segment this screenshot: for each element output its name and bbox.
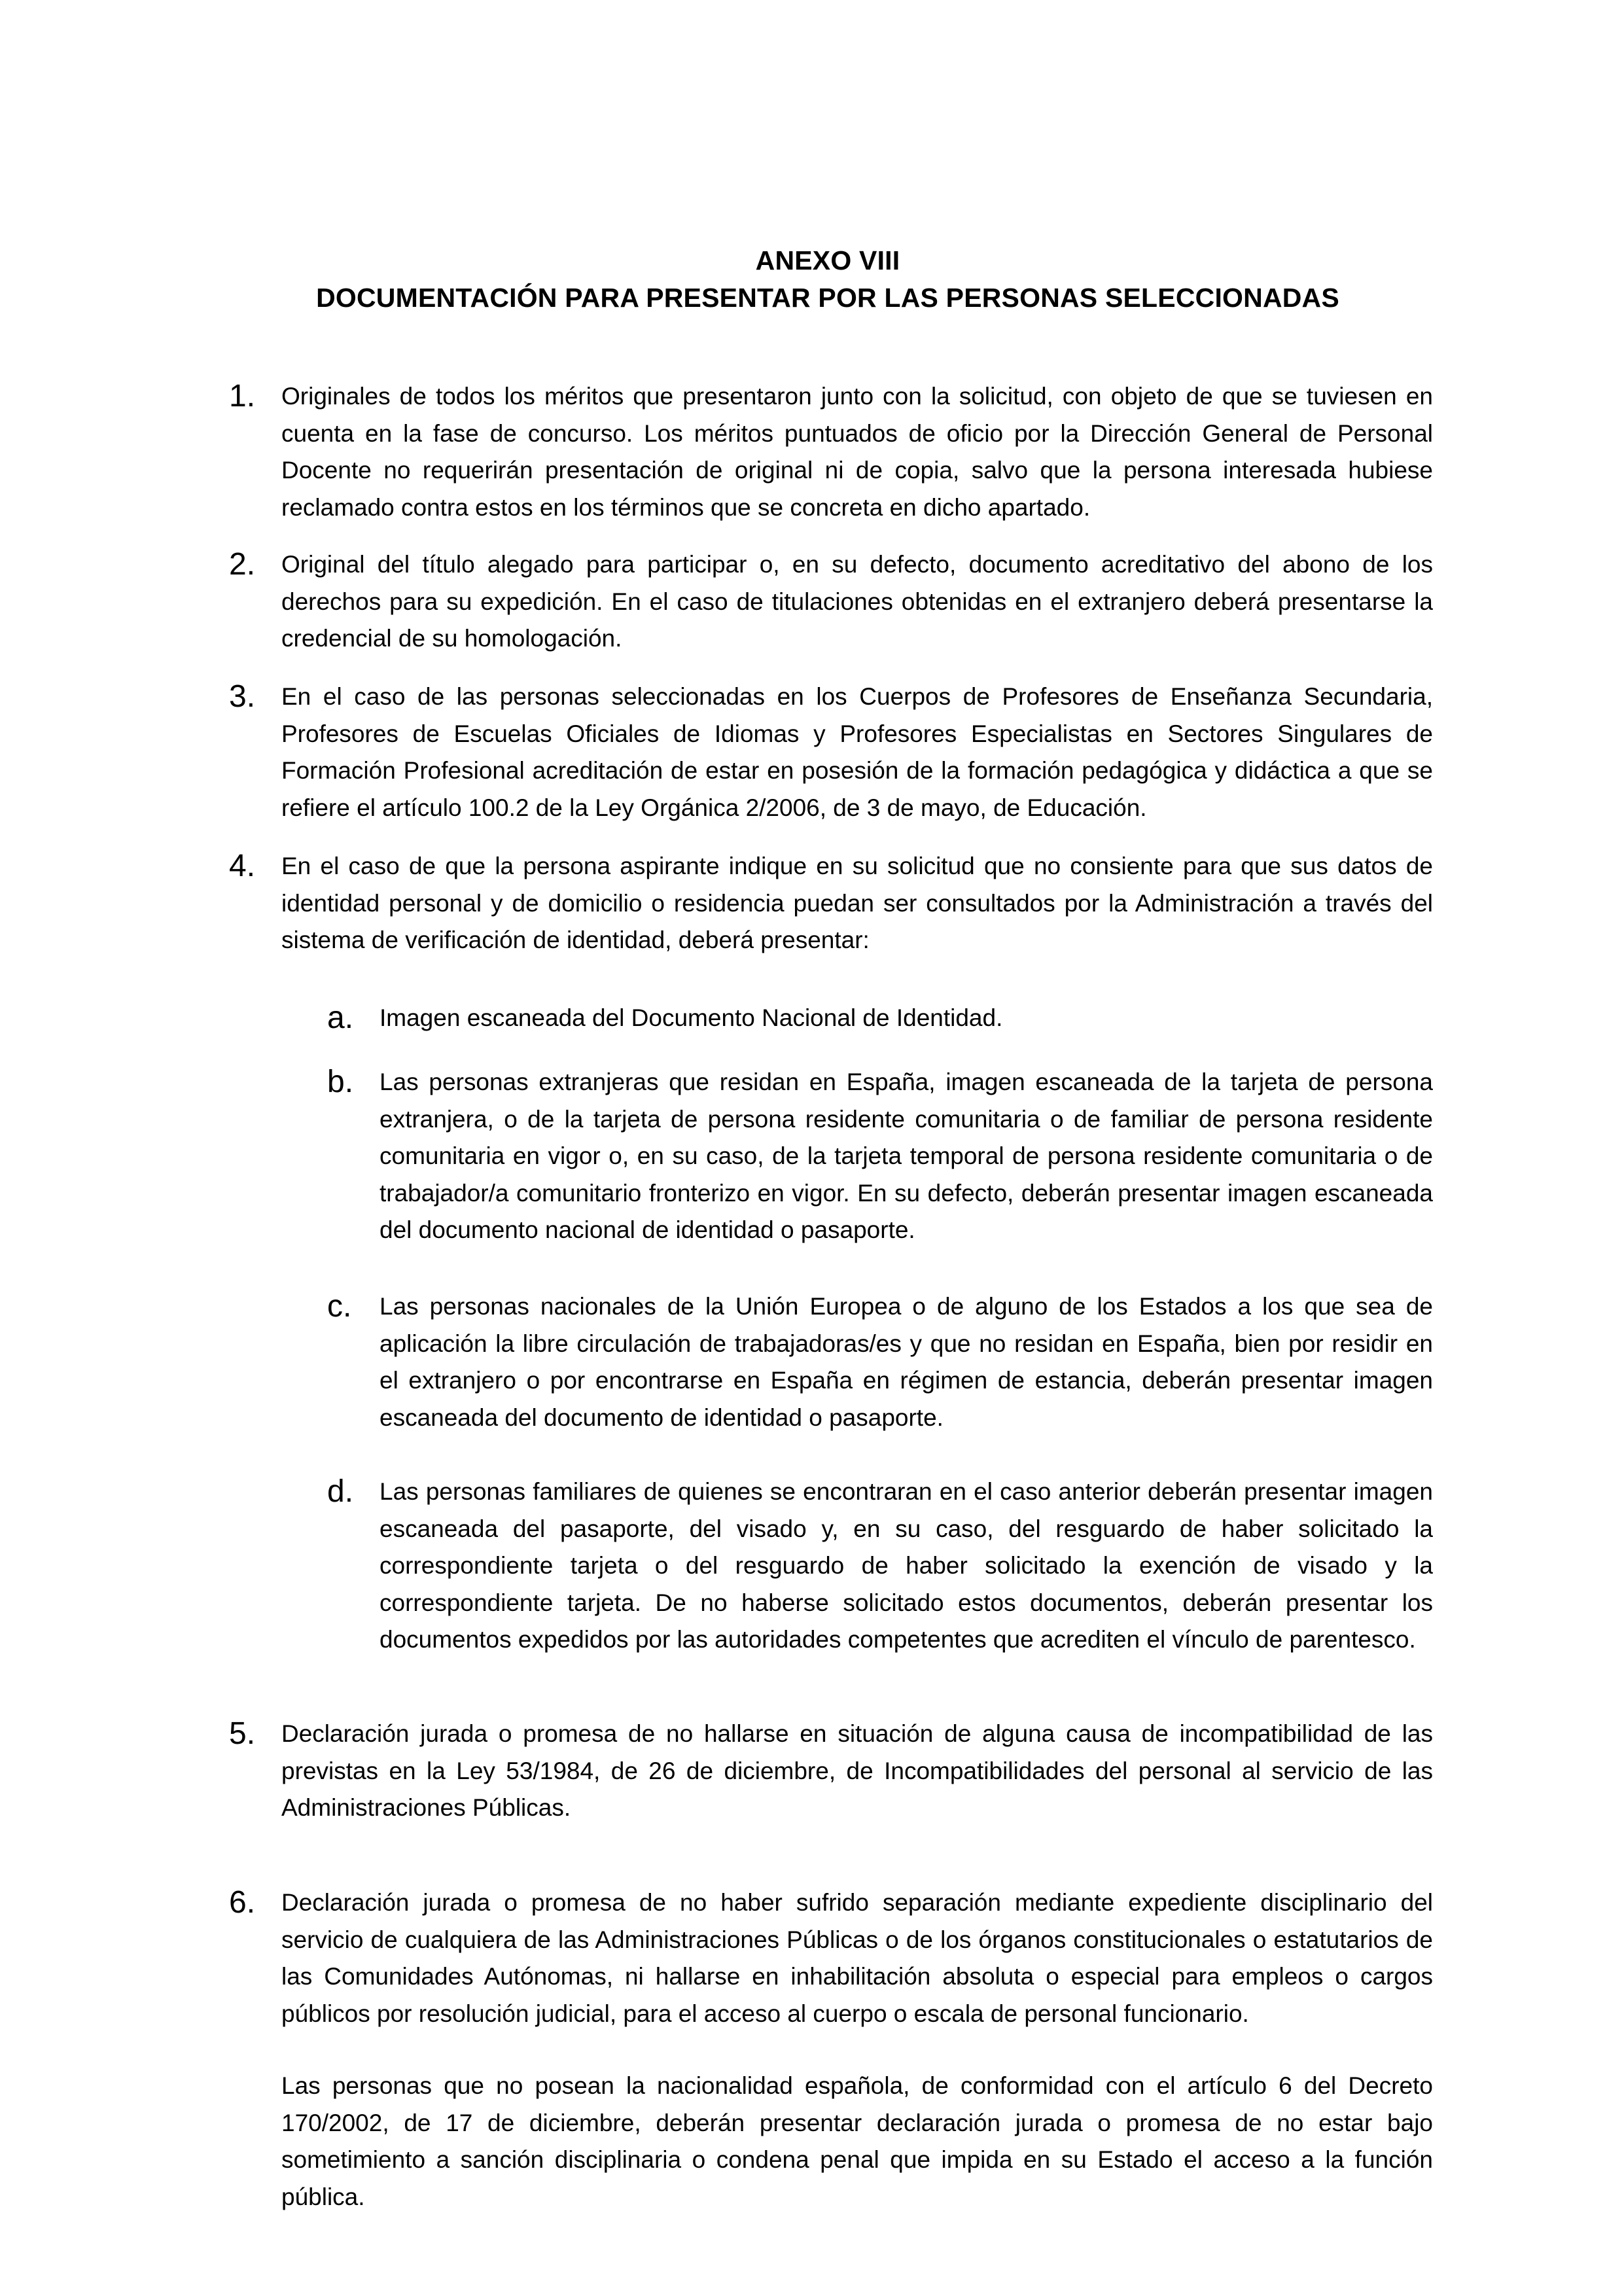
sub-item-text: Las personas extranjeras que residan en España, imagen escaneada de la tarjeta de persona extranjera, o de la tarjeta de persona residente comunitaria o de familiar de persona residente comunitaria en vigor o, en su caso, de la tarjeta temporal de persona residente comunitaria o de trabajador/a comunitario fronterizo en vigor. En su defecto, deberán presentar imagen escaneada del documento nacional de identidad o pasaporte. <box>380 1069 1433 1243</box>
item-text: Original del título alegado para participar o, en su defecto, documento acreditativo del abono de los derechos para su expedición. En el caso de titulaciones obtenidas en el extranjero deberá presentarse la credencial de su homologación. <box>281 551 1433 652</box>
item-number: 1. <box>229 379 256 414</box>
item-text: Declaración jurada o promesa de no hallarse en situación de alguna causa de incompatibilidad de las previstas en la Ley 53/1984, de 26 de diciembre, de Incompatibilidades del personal al servicio de las Administraciones Públicas. <box>281 1720 1433 1821</box>
item-number: 2. <box>229 547 256 582</box>
item-number: 6. <box>229 1885 256 1920</box>
item-text: Declaración jurada o promesa de no haber sufrido separación mediante expediente disciplinario del servicio de cualquiera de las Administraciones Públicas o de los órganos constitucionales o estatutarios de las Comunidades Autónomas, ni hallarse en inhabilitación absoluta o especial para empleos o cargos públicos por resolución judicial, para el acceso al cuerpo o escala de personal funcionario. <box>281 1889 1433 2027</box>
item-text: En el caso de que la persona aspirante indique en su solicitud que no consiente para que sus datos de identidad personal y de domicilio o residencia puedan ser consultados por la Administración a través del sistema de verificación de identidad, deberá presentar: <box>281 853 1433 953</box>
sub-item-text: Las personas familiares de quienes se encontraran en el caso anterior deberán presentar imagen escaneada del pasaporte, del visado y, en su caso, del resguardo de haber solicitado la correspondiente tarjeta o del resguardo de haber solicitado la exención de visado y la correspondiente tarjeta. De no haberse solicitado estos documentos, deberán presentar los documentos expedidos por las autoridades competentes que acrediten el vínculo de parentesco. <box>380 1478 1433 1653</box>
annex-title: ANEXO VIII <box>755 245 900 275</box>
item-number: 4. <box>229 849 256 883</box>
sub-item-letter: a. <box>327 1000 354 1035</box>
item-number: 3. <box>229 679 256 714</box>
sub-item-letter: c. <box>327 1289 352 1324</box>
item-text: Originales de todos los méritos que presentaron junto con la solicitud, con objeto de que se tuviesen en cuenta en la fase de concurso. Los méritos puntuados de oficio por la Dirección General de Personal Docente no requerirán presentación de original ni de copia, salvo que la persona interesada hubiese reclamado contra estos en los términos que se concreta en dicho apartado. <box>281 383 1433 521</box>
sub-item-letter: d. <box>327 1474 354 1509</box>
sub-item-letter: b. <box>327 1065 354 1099</box>
sub-item-text: Imagen escaneada del Documento Nacional de Identidad. <box>380 1004 1003 1031</box>
document-title: DOCUMENTACIÓN PARA PRESENTAR POR LAS PERSONAS SELECCIONADAS <box>316 283 1339 313</box>
item-number: 5. <box>229 1716 256 1751</box>
item-text: En el caso de las personas seleccionadas en los Cuerpos de Profesores de Enseñanza Secundaria, Profesores de Escuelas Oficiales de Idiomas y Profesores Especialistas en Sectores Singulares de Formación Profesional acreditación de estar en posesión de la formación pedagógica y didáctica a que se refiere el artículo 100.2 de la Ley Orgánica 2/2006, de 3 de mayo, de Educación. <box>281 683 1433 821</box>
closing-paragraph: Las personas que no posean la nacionalidad española, de conformidad con el artículo 6 del Decreto 170/2002, de 17 de diciembre, deberán presentar declaración jurada o promesa de no estar bajo sometimiento a sanción disciplinaria o condena penal que impida en su Estado el acceso a la función pública. <box>281 2072 1433 2210</box>
sub-item-text: Las personas nacionales de la Unión Europea o de alguno de los Estados a los que sea de aplicación la libre circulación de trabajadoras/es y que no residan en España, bien por residir en el extranjero o por encontrarse en España en régimen de estancia, deberán presentar imagen escaneada del documento de identidad o pasaporte. <box>380 1293 1433 1431</box>
